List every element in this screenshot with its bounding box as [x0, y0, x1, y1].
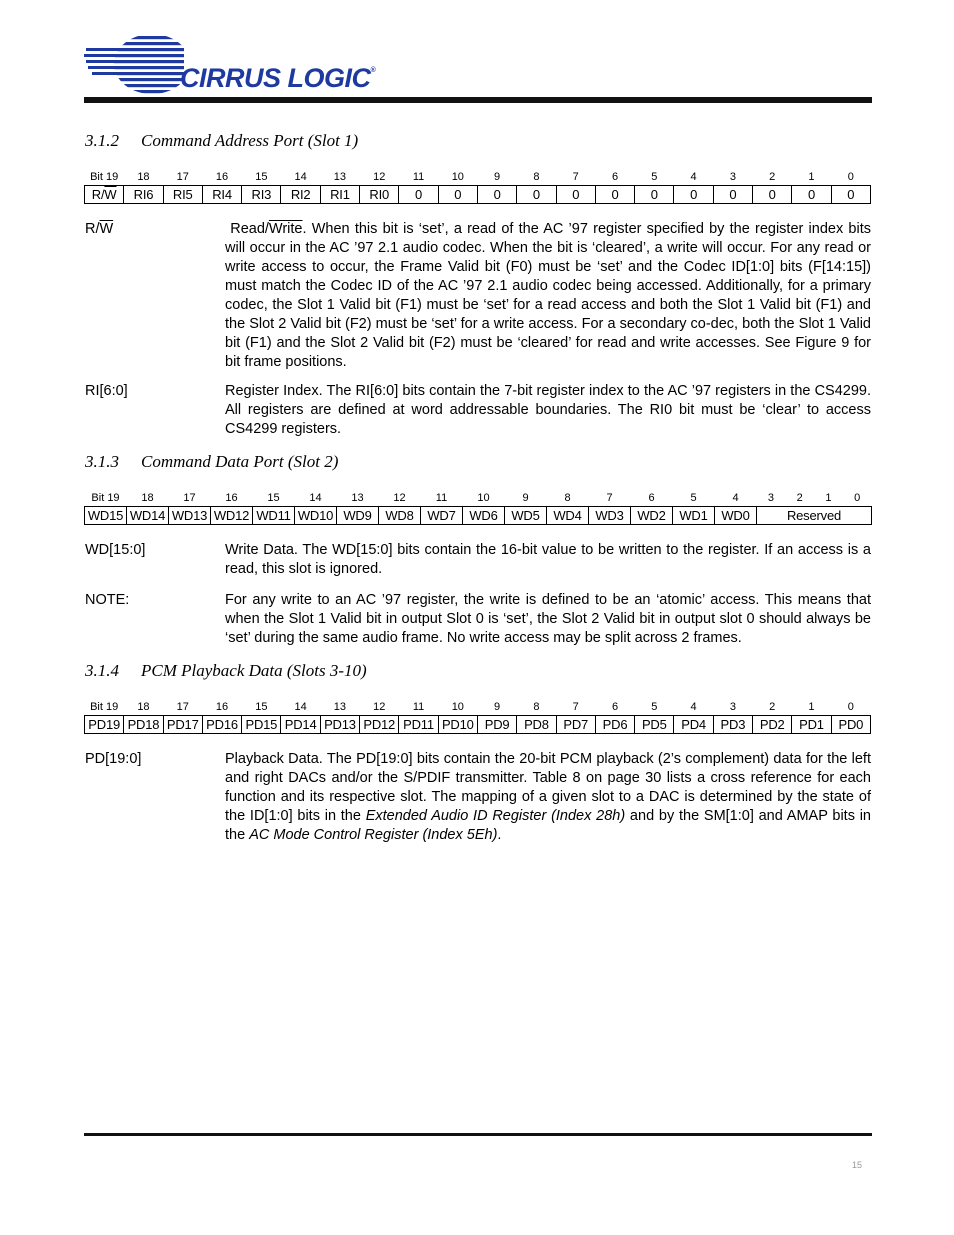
bit-number: 14 — [309, 492, 322, 504]
bit-field: WD15 — [85, 507, 127, 525]
bit-field: RI6 — [124, 186, 163, 204]
logo-text: CIRRUS LOGIC® — [180, 63, 376, 93]
section-title-3-1-4 — [85, 661, 367, 681]
bit-number: 0 — [854, 492, 861, 504]
bit-field: 0 — [674, 186, 713, 204]
bit-field-row — [85, 507, 872, 525]
bit-field: PD18 — [124, 716, 163, 734]
bit-field: WD6 — [463, 507, 505, 525]
section-number: 3.1.2 — [85, 131, 119, 150]
bit-field: 0 — [399, 186, 438, 204]
bit-field: RI4 — [202, 186, 241, 204]
bit-field: 0 — [713, 186, 752, 204]
bit-field: 0 — [438, 186, 477, 204]
bit-number: 10 — [451, 171, 464, 183]
bit-number: 9 — [494, 171, 501, 183]
bit-field: PD15 — [242, 716, 281, 734]
bit-field: WD11 — [253, 507, 295, 525]
section-number: 3.1.3 — [85, 452, 119, 471]
bit-field: WD0 — [715, 507, 757, 525]
bit-number: Bit 19 — [90, 171, 119, 183]
bit-number: 8 — [564, 492, 571, 504]
bit-field: WD4 — [547, 507, 589, 525]
bit-number: 18 — [137, 701, 150, 713]
bit-number: 16 — [225, 492, 238, 504]
bit-number: 5 — [651, 171, 658, 183]
bit-number: 2 — [769, 701, 776, 713]
bit-number: 16 — [215, 171, 229, 183]
bit-field: PD2 — [753, 716, 792, 734]
term-wd: WD[15:0] — [85, 542, 146, 558]
bit-number: 6 — [611, 171, 619, 183]
bit-number: 2 — [796, 492, 803, 504]
description-rw: Read/Write. When this bit is ‘set’, a read of the AC ’97 register specified by the register index bits will occur in the AC ’97 2.1 audio codec. When the bit is ‘cleared’, a write will occur. For any read or write access to occur, the Frame Valid bit (F0) must be ‘set’ and the Codec ID[1:0] bits (F[14:15]) must match the Codec ID of the AC ’97 2.1 audio codec being accessed. Additionally, for a primary codec, the Slot 1 Valid bit (F1) must be ‘set’ for a read access and both the Slot 1 Valid bit (F1) and the Slot 2 Valid bit (F2) must be ‘set’ for a write access. For a secondary co-dec, both the Slot 1 Valid bit (F1) and the Slot 2 Valid bit (F2) must be ‘cleared’ for read and write accesses. See Figure 9 for bit frame positions. — [225, 221, 871, 370]
bit-field: WD14 — [127, 507, 169, 525]
description-note: For any write to an AC ’97 register, the write is defined to be an ‘atomic’ access. This means that when the Slot 1 Valid bit in output Slot 0 is ‘set’, the Slot 2 Valid bit in output slot 0 should always be ‘set’ during the same audio frame. No write access may be split across 2 frames. — [225, 592, 871, 646]
bit-field: PD14 — [281, 716, 320, 734]
bit-number-row — [85, 490, 872, 507]
bit-field: PD13 — [320, 716, 359, 734]
bit-number: 1 — [808, 701, 815, 713]
bit-number: 14 — [294, 701, 307, 713]
page-number: 15 — [852, 1160, 863, 1170]
bit-number: 7 — [606, 492, 613, 504]
bit-number: 16 — [215, 701, 229, 713]
bit-number: 10 — [477, 492, 490, 504]
bit-field: PD4 — [674, 716, 713, 734]
bit-number: 3 — [729, 701, 736, 713]
bit-number: 11 — [435, 492, 448, 504]
bit-number: 12 — [373, 171, 386, 183]
company-logo — [84, 34, 374, 98]
cirrus-swoosh-icon — [84, 34, 184, 98]
section-title-3-1-2 — [85, 131, 358, 151]
bit-number: 12 — [393, 492, 406, 504]
bit-number: 6 — [648, 492, 655, 504]
bit-field: WD7 — [421, 507, 463, 525]
bit-field: PD5 — [635, 716, 674, 734]
bit-field: RI1 — [320, 186, 359, 204]
term-note: NOTE: — [85, 592, 130, 608]
bit-field: RI2 — [281, 186, 320, 204]
bit-number: 1 — [808, 171, 815, 183]
bit-number: 15 — [255, 701, 268, 713]
bit-field: WD3 — [589, 507, 631, 525]
header-rule — [84, 97, 872, 103]
bit-field: 0 — [477, 186, 516, 204]
bit-number: 0 — [847, 701, 854, 713]
bit-field: PD17 — [163, 716, 202, 734]
section-title-3-1-3 — [85, 452, 338, 472]
bit-field: 0 — [517, 186, 556, 204]
bit-field: PD8 — [517, 716, 556, 734]
bit-number: 5 — [651, 701, 658, 713]
bit-number: 0 — [847, 171, 854, 183]
bit-field: PD1 — [792, 716, 831, 734]
description-pd: Playback Data. The PD[19:0] bits contain the 20-bit PCM playback (2’s complement) data for the left and right DACs and/or the S/PDIF transmitter. Table 8 on page 30 lists a cross reference for each function and its respective slot. The mapping of a given slot to a DAC is determined by the state of the ID[1:0] bits in the Extended Audio ID Register (Index 28h) and by the SM[1:0] and AMAP bits in the AC Mode Control Register (Index 5Eh). — [225, 751, 871, 843]
bit-field: RI0 — [360, 186, 399, 204]
bit-number: 11 — [412, 701, 425, 713]
bit-field: PD11 — [399, 716, 438, 734]
term-pd: PD[19:0] — [85, 751, 142, 767]
bit-number: 17 — [176, 171, 189, 183]
bit-number: Bit 19 — [91, 492, 120, 504]
bit-field: 0 — [595, 186, 634, 204]
command-address-register-table — [84, 169, 871, 204]
bit-field: WD8 — [379, 507, 421, 525]
bit-number: 8 — [533, 701, 540, 713]
bit-field-row — [85, 186, 871, 204]
bit-field: PD16 — [202, 716, 241, 734]
bit-number: 4 — [690, 171, 697, 183]
bit-number: 13 — [351, 492, 364, 504]
bit-field: 0 — [753, 186, 792, 204]
bit-field: PD6 — [595, 716, 634, 734]
bit-number: 4 — [690, 701, 697, 713]
bit-field: PD7 — [556, 716, 595, 734]
bit-number: 13 — [333, 701, 347, 713]
bit-field: WD5 — [505, 507, 547, 525]
bit-field: PD0 — [831, 716, 870, 734]
bit-field: WD9 — [337, 507, 379, 525]
bit-number: 7 — [572, 701, 579, 713]
bit-number: 18 — [137, 171, 150, 183]
bit-number: 2 — [769, 171, 776, 183]
section-number: 3.1.4 — [85, 661, 119, 680]
bit-number: 4 — [732, 492, 739, 504]
reserved-field: Reserved — [757, 507, 872, 525]
bit-number: 7 — [572, 171, 579, 183]
bit-number: 13 — [333, 171, 347, 183]
bit-number: 10 — [451, 701, 464, 713]
bit-field: PD9 — [477, 716, 516, 734]
bit-field: 0 — [792, 186, 831, 204]
bit-field: PD12 — [360, 716, 399, 734]
bit-number: 12 — [373, 701, 386, 713]
bit-field: PD3 — [713, 716, 752, 734]
bit-number-row — [85, 169, 871, 186]
bit-number: 1 — [825, 492, 832, 504]
bit-number: 6 — [611, 701, 619, 713]
description-wd: Write Data. The WD[15:0] bits contain the 16-bit value to be written to the register. If an access is a read, this slot is ignored. — [225, 542, 871, 577]
pcm-playback-register-table — [84, 699, 871, 734]
bit-number: 15 — [267, 492, 280, 504]
description-ri: Register Index. The RI[6:0] bits contain the 7-bit register index to the AC ’97 registers in the CS4299. All registers are defined at word addressable boundaries. The RI0 bit must be ‘clear’ to access CS4299 registers. — [225, 383, 871, 437]
footer-rule — [84, 1133, 872, 1136]
bit-field: WD2 — [631, 507, 673, 525]
section-title-text: PCM Playback Data (Slots 3-10) — [141, 661, 367, 680]
bit-field: 0 — [635, 186, 674, 204]
bit-field: 0 — [831, 186, 870, 204]
bit-number: 8 — [533, 171, 540, 183]
bit-number: 17 — [176, 701, 189, 713]
bit-number: 9 — [522, 492, 529, 504]
bit-field: PD10 — [438, 716, 477, 734]
bit-number: 5 — [690, 492, 697, 504]
section-title-text: Command Data Port (Slot 2) — [141, 452, 339, 471]
bit-number: 17 — [183, 492, 196, 504]
bit-field: RI3 — [242, 186, 281, 204]
bit-number: 9 — [494, 701, 501, 713]
term-ri: RI[6:0] — [85, 383, 128, 399]
bit-number: 14 — [294, 171, 307, 183]
bit-number: 11 — [412, 171, 425, 183]
term-rw: $R/\overline{W}$ — [85, 221, 114, 237]
bit-field: WD12 — [211, 507, 253, 525]
bit-field: WD10 — [295, 507, 337, 525]
bit-field: WD1 — [673, 507, 715, 525]
bit-field: PD19 — [85, 716, 124, 734]
bit-number: 15 — [255, 171, 268, 183]
bit-number-row — [85, 699, 871, 716]
bit-field-rw: $R/\overline{W}$ — [85, 186, 124, 204]
bit-number: 3 — [729, 171, 736, 183]
bit-number: Bit 19 — [90, 701, 119, 713]
section-title-text: Command Address Port (Slot 1) — [141, 131, 359, 150]
command-data-register-table — [84, 490, 872, 525]
bit-field-row — [85, 716, 871, 734]
bit-field: 0 — [556, 186, 595, 204]
bit-field: RI5 — [163, 186, 202, 204]
bit-number: 3 — [767, 492, 774, 504]
bit-number: 18 — [141, 492, 154, 504]
bit-field: WD13 — [169, 507, 211, 525]
